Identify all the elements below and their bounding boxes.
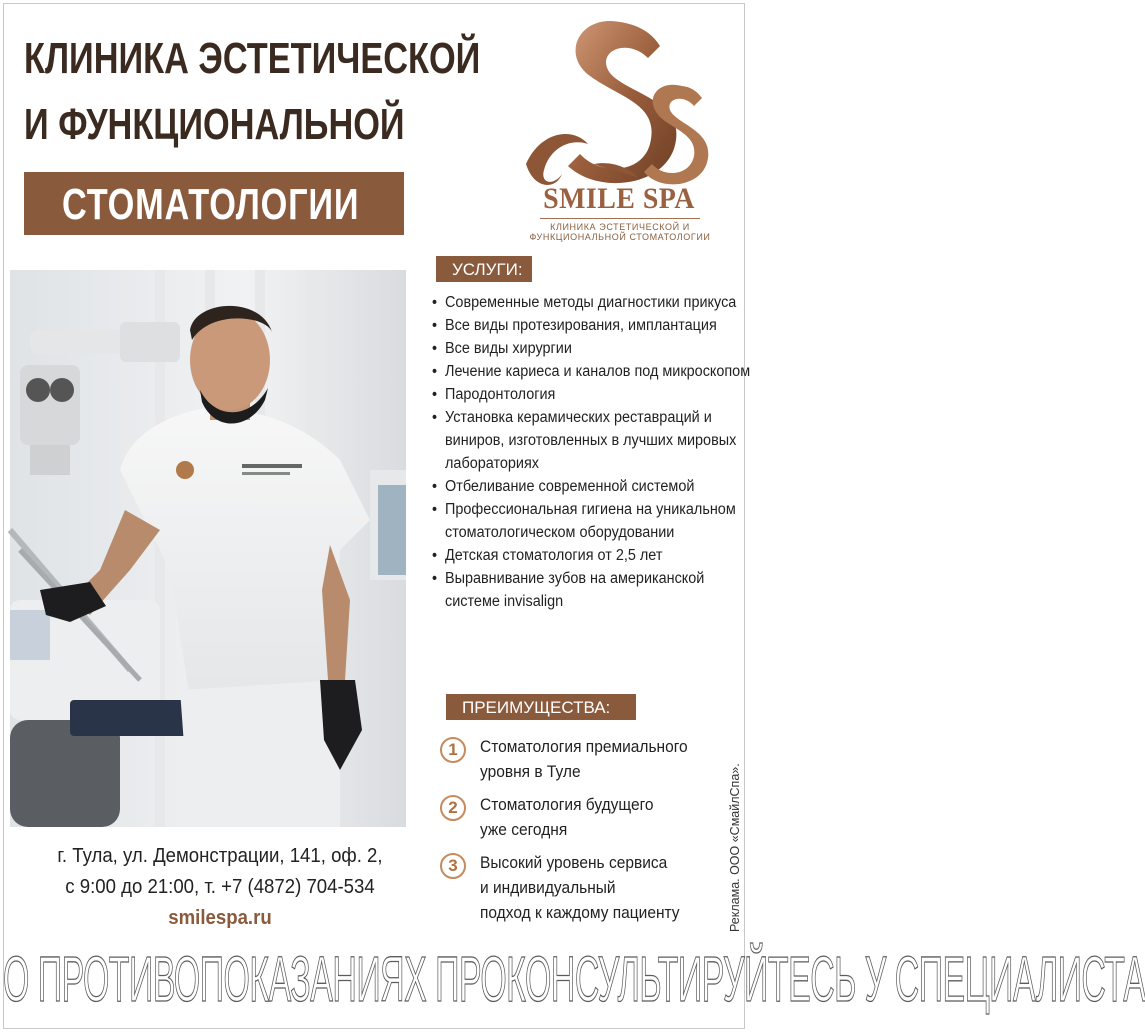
benefit-number-badge: 3	[440, 853, 466, 879]
website-link[interactable]: smilespa.ru	[168, 907, 272, 929]
ad-note: Реклама. ООО «СмайлСпа».	[728, 763, 742, 932]
benefits-heading: ПРЕИМУЩЕСТВА:	[446, 694, 636, 720]
logo-subtitle-line-1: КЛИНИКА ЭСТЕТИЧЕСКОЙ И	[550, 222, 690, 232]
services-list	[432, 291, 751, 613]
headline-line-2: И ФУНКЦИОНАЛЬНОЙ	[24, 100, 405, 149]
disclaimer-strip	[0, 943, 1145, 1020]
service-item: • Отбеливание современной системой	[432, 475, 761, 498]
benefit-line: Стоматология премиального	[480, 738, 688, 756]
benefit-line: Стоматология будущего	[480, 796, 654, 814]
headline-line-3: СТОМАТОЛОГИИ	[62, 180, 360, 229]
service-item: • Лечение кариеса и каналов под микроскопом	[432, 360, 761, 383]
service-item: • Детская стоматология от 2,5 лет	[432, 544, 761, 567]
logo-divider	[540, 218, 700, 219]
service-item: • Пародонтология	[432, 383, 761, 406]
benefit-line: уже сегодня	[480, 821, 568, 839]
benefit-line: подход к каждому пациенту	[480, 904, 680, 922]
benefit-number-badge: 1	[440, 737, 466, 763]
logo-subtitle	[510, 222, 730, 242]
service-item: • Современные методы диагностики прикуса	[432, 291, 761, 314]
benefit-line: Высокий уровень сервиса	[480, 854, 668, 872]
clinic-hours-phone: с 9:00 до 21:00, т. +7 (4872) 704-534	[65, 876, 375, 898]
headline-banner	[24, 172, 404, 235]
benefit-text	[480, 851, 680, 926]
dentist-photo	[10, 270, 406, 827]
service-item: • Все виды протезирования, имплантация	[432, 314, 761, 337]
logo-subtitle-line-2: ФУНКЦИОНАЛЬНОЙ СТОМАТОЛОГИИ	[529, 232, 711, 242]
service-item: • Все виды хирургии	[432, 337, 761, 360]
services-heading: УСЛУГИ:	[436, 256, 532, 282]
service-item: • Профессиональная гигиена на уникальном стоматологическом оборудовании	[432, 498, 761, 544]
service-item: • Установка керамических реставраций и виниров, изготовленных в лучших мировых лабораториях	[432, 406, 761, 475]
logo-name: SMILE SPA	[543, 182, 695, 215]
clinic-address: г. Тула, ул. Демонстрации, 141, оф. 2,	[57, 845, 383, 867]
benefit-number-badge: 2	[440, 795, 466, 821]
benefit-text	[480, 735, 688, 785]
benefit-text	[480, 793, 654, 843]
benefit-line: и индивидуальный	[480, 879, 616, 897]
headline-line-1: КЛИНИКА ЭСТЕТИЧЕСКОЙ	[24, 34, 481, 83]
service-item: • Выравнивание зубов на американской системе invisalign	[432, 567, 761, 613]
benefit-line: уровня в Туле	[480, 763, 581, 781]
disclaimer-text: О ПРОТИВОПОКАЗАНИЯХ ПРОКОНСУЛЬТИРУЙТЕСЬ У СПЕЦИАЛИСТА	[3, 943, 1145, 1015]
